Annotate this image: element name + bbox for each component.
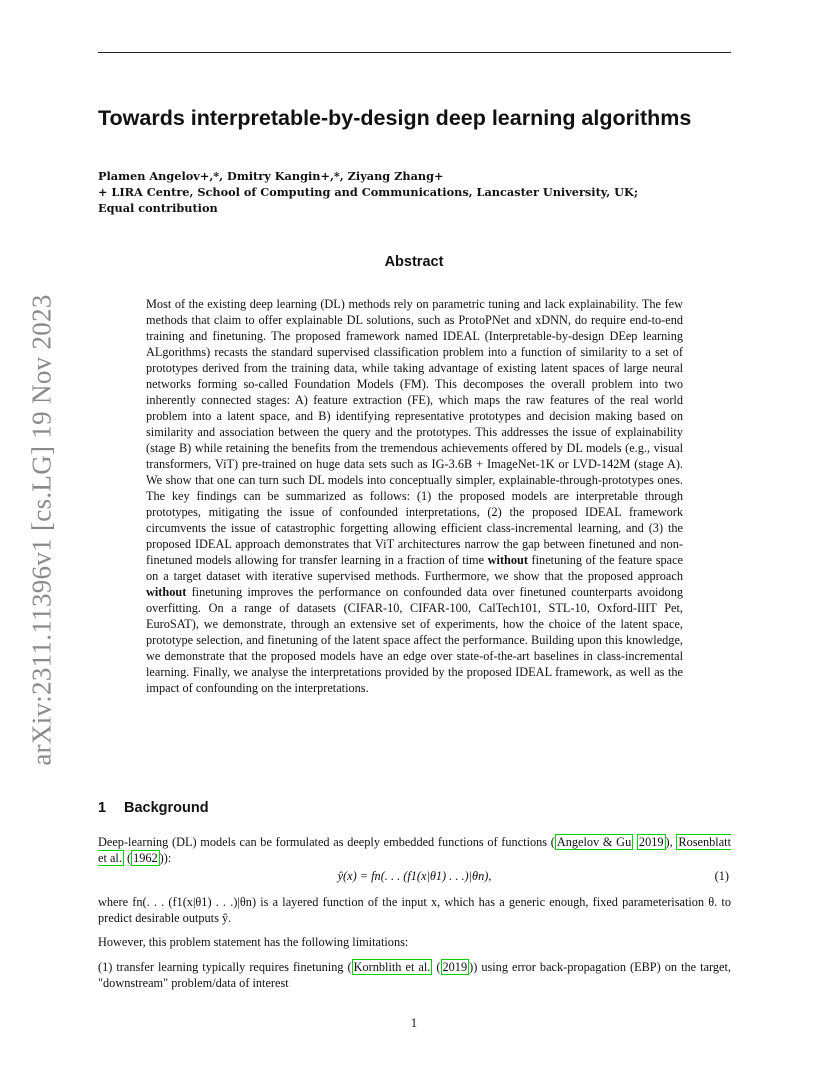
background-paragraph-4: (1) transfer learning typically requires finetuning ( Kornblith et al. ( 2019 )) using error back-propagation (EBP) on the target, "downstream" problem/data of interest (98, 960, 732, 990)
background-paragraph-1: Deep-learning (DL) models can be formulated as deeply embedded functions of functions ( Angelov & Gu 2019 ), Rosenblatt et al. ( 1962 )): (98, 835, 731, 865)
abstract-emphasis-2: without (146, 585, 187, 599)
arxiv-identifier[interactable]: arXiv:2311.11396v1 [cs.LG] 19 Nov 2023 (26, 294, 57, 766)
para4-pre: (1) transfer learning typically requires finetuning ( (98, 960, 352, 974)
contribution-note: Equal contribution (98, 201, 218, 215)
citation-link-angelov[interactable]: Angelov & Gu (556, 835, 632, 849)
affiliation-line: + LIRA Centre, School of Computing and Communications, Lancaster University, UK; (98, 185, 638, 199)
equation-1 (98, 869, 731, 887)
page-number: 1 (410, 1016, 418, 1030)
section-title: Background (124, 800, 209, 816)
para1-sep: ), (665, 835, 677, 849)
section-number: 1 (98, 800, 107, 816)
citation-link-kornblith[interactable]: Kornblith et al. (353, 960, 431, 974)
para1-post: )): (159, 851, 172, 865)
citation-link-rosenblatt[interactable]: Rosenblatt et al. (98, 835, 731, 865)
para1-pre: Deep-learning (DL) models can be formulated as deeply embedded functions of functions ( (98, 835, 555, 849)
abstract-text (146, 296, 683, 696)
abstract-part-1: Most of the existing deep learning (DL) methods rely on parametric tuning and lack explainability. The few methods that claim to offer explainable DL solutions, such as ProtoPNet and xDNN, do require end-to-end training and finetuning. The proposed framework named IDEAL (Interpretable-by-design DEep learning ALgorithms) recasts the standard supervised classification problem into a function of similarity to a set of prototypes derived from the training data, while taking advantage of existing latent spaces of large neural networks forming so-called Foundation Models (FM). This decomposes the overall problem into two inherently connected stages: A) feature extraction (FE), which maps the raw features of the real world problem into a latent space, and B) identifying representative prototypes and decision making based on similarity and association between the query and the prototypes. This addresses the issue of explainability (stage B) while retaining the benefits from the tremendous achievements offered by DL models (e.g., visual transformers, ViT) pre-trained on huge data sets such as IG-3.6B + ImageNet-1K or LVD-142M (stage A). We show that one can turn such DL models into conceptually simpler, explainable-through-prototypes ones. The key findings can be summarized as follows: (1) the proposed models are interpretable through prototypes, mitigating the issue of confounded interpretations, (2) the proposed IDEAL framework circumvents the issue of catastrophic forgetting allowing efficient class-incremental learning, and (3) the proposed IDEAL approach demonstrates that ViT architectures narrow the gap between finetuned and non-finetuned models allowing for transfer learning in a fraction of time (146, 297, 683, 567)
abstract-part-3: finetuning improves the performance on confounded data over finetuned counterparts avoidong overfitting. On a range of datasets (CIFAR-10, CIFAR-100, CalTech101, STL-10, Oxford-IIIT Pet, EuroSAT), we demonstrate, through an extensive set of experiments, how the choice of the latent space, prototype selection, and finetuning of the latent space affect the performance. Building upon this knowledge, we demonstrate that the proposed models have an edge over state-of-the-art baselines in class-incremental learning. Finally, we analyse the interpretations provided by the proposed IDEAL framework, as well as the impact of confounding on the interpretations. (146, 585, 683, 695)
equation-expression: ŷ(x) = fn(. . . (f1(x|θ1) . . .)|θn), (337, 869, 492, 883)
equation-number: (1) (714, 869, 729, 883)
abstract-heading: Abstract (384, 254, 444, 270)
background-paragraph-3: However, this problem statement has the following limitations: (98, 935, 409, 949)
citation-year-angelov[interactable]: 2019 (638, 835, 664, 849)
paper-title: Towards interpretable-by-design deep learning algorithms (98, 106, 692, 130)
header-rule (98, 52, 731, 53)
abstract-part-2: finetuning of the feature space on a target dataset with iterative supervised methods. Furthermore, we show that the proposed approach (146, 553, 683, 583)
section-heading (98, 800, 209, 816)
citation-year-rosenblatt[interactable]: 1962 (133, 851, 158, 865)
abstract-emphasis-1: without (487, 553, 528, 567)
para4-post: ) using error back-propagation (EBP) on the target, "downstream" problem/data of interest (98, 960, 732, 990)
authors-line: Plamen Angelov+,*, Dmitry Kangin+,*, Ziyang Zhang+ (98, 169, 444, 183)
citation-year-kornblith[interactable]: 2019 (442, 960, 468, 974)
author-block (98, 168, 738, 216)
background-paragraph-2: where fn(. . . (f1(x|θ1) . . .)|θn) is a layered function of the input x, which has a generic enough, fixed parameterisation θ. to predict desirable outputs ŷ. (98, 895, 731, 925)
